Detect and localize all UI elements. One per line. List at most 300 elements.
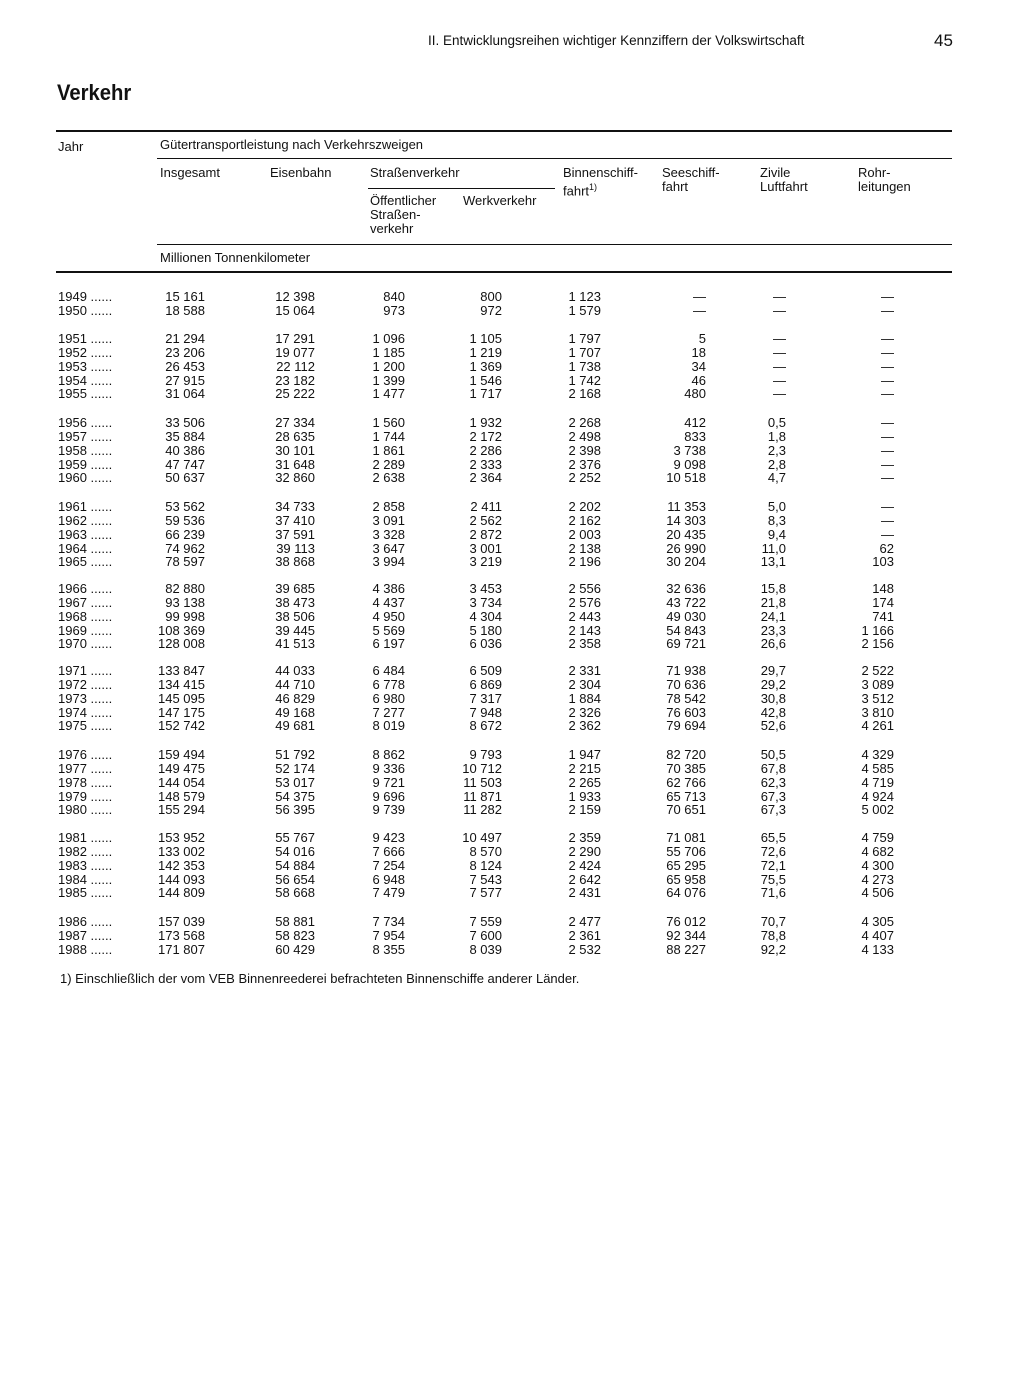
table-row xyxy=(0,528,1024,542)
cell-seeschifffahrt: 18 xyxy=(691,344,706,360)
cell-eisenbahn: 46 829 xyxy=(275,690,315,706)
cell-rohrleitungen: 3 089 xyxy=(861,676,894,692)
cell-seeschifffahrt: 43 722 xyxy=(666,594,706,610)
cell-oeffentlich: 6 197 xyxy=(372,636,405,652)
cell-eisenbahn: 54 016 xyxy=(275,843,315,859)
cell-werkverkehr: 8 570 xyxy=(469,843,502,859)
cell-luftfahrt: 1,8 xyxy=(767,428,786,444)
cell-insgesamt: 47 747 xyxy=(165,456,205,472)
table-row xyxy=(0,678,1024,692)
cell-year: 1966 ...... xyxy=(58,582,113,596)
cell-werkverkehr: 7 559 xyxy=(469,914,502,929)
cell-oeffentlich: 8 862 xyxy=(372,747,405,762)
table-row xyxy=(0,360,1024,374)
table-row xyxy=(0,346,1024,360)
cell-oeffentlich: 7 479 xyxy=(372,885,405,901)
cell-insgesamt: 59 536 xyxy=(165,512,205,528)
cell-seeschifffahrt: 82 720 xyxy=(666,747,706,762)
cell-luftfahrt: 78,8 xyxy=(760,927,786,943)
cell-year: 1952 ...... xyxy=(58,345,113,360)
cell-werkverkehr: 1 219 xyxy=(469,344,502,360)
cell-eisenbahn: 38 506 xyxy=(275,608,315,624)
cell-luftfahrt: 21,8 xyxy=(760,594,786,610)
cell-insgesamt: 159 494 xyxy=(158,747,205,762)
cell-year: 1961 ...... xyxy=(58,500,113,514)
header-bottom-rule xyxy=(56,271,952,273)
cell-oeffentlich: 1 185 xyxy=(372,344,405,360)
cell-seeschifffahrt: 69 721 xyxy=(666,636,706,652)
cell-rohrleitungen: — xyxy=(881,415,894,430)
cell-insgesamt: 93 138 xyxy=(165,594,205,610)
cell-oeffentlich: 1 200 xyxy=(372,358,405,374)
cell-binnenschifffahrt: 2 498 xyxy=(568,428,601,444)
cell-year: 1985 ...... xyxy=(58,886,113,901)
cell-werkverkehr: 11 282 xyxy=(463,802,502,818)
cell-luftfahrt: 42,8 xyxy=(760,704,786,720)
cell-oeffentlich: 6 778 xyxy=(372,676,405,692)
cell-year: 1968 ...... xyxy=(58,609,113,624)
cell-eisenbahn: 27 334 xyxy=(275,415,315,430)
col-header-rohrleitungen xyxy=(858,166,911,194)
cell-binnenschifffahrt: 2 143 xyxy=(568,622,601,638)
cell-insgesamt: 144 054 xyxy=(158,774,205,790)
cell-rohrleitungen: 148 xyxy=(872,581,894,596)
col-header-luft-line2: Luftfahrt xyxy=(760,179,808,194)
cell-year: 1972 ...... xyxy=(58,677,113,692)
cell-rohrleitungen: — xyxy=(881,456,894,472)
cell-seeschifffahrt: 70 385 xyxy=(666,760,706,776)
cell-year: 1982 ...... xyxy=(58,844,113,859)
cell-insgesamt: 148 579 xyxy=(158,788,205,804)
cell-oeffentlich: 7 254 xyxy=(372,857,405,873)
cell-year: 1971 ...... xyxy=(58,664,113,678)
table-row xyxy=(0,514,1024,528)
cell-oeffentlich: 9 696 xyxy=(372,788,405,804)
cell-luftfahrt: 52,6 xyxy=(760,718,786,734)
cell-werkverkehr: 2 333 xyxy=(469,456,502,472)
table-row xyxy=(0,444,1024,458)
cell-insgesamt: 142 353 xyxy=(158,857,205,873)
cell-luftfahrt: — xyxy=(773,302,786,318)
col-header-insgesamt: Insgesamt xyxy=(160,165,220,180)
cell-oeffentlich: 3 647 xyxy=(372,540,405,556)
cell-seeschifffahrt: 833 xyxy=(684,428,706,444)
cell-eisenbahn: 54 884 xyxy=(275,857,315,873)
cell-rohrleitungen: — xyxy=(881,358,894,374)
cell-rohrleitungen: 4 924 xyxy=(861,788,894,804)
cell-binnenschifffahrt: 2 162 xyxy=(568,512,601,528)
cell-year: 1986 ...... xyxy=(58,915,113,929)
cell-seeschifffahrt: 64 076 xyxy=(666,885,706,901)
cell-luftfahrt: 67,3 xyxy=(760,788,786,804)
cell-year: 1970 ...... xyxy=(58,637,113,652)
cell-seeschifffahrt: 78 542 xyxy=(666,690,706,706)
cell-year: 1962 ...... xyxy=(58,513,113,528)
cell-werkverkehr: 6 036 xyxy=(469,636,502,652)
col-header-binnenschifffahrt xyxy=(563,166,638,198)
col-header-seeschifffahrt xyxy=(662,166,720,194)
cell-binnenschifffahrt: 2 304 xyxy=(568,676,601,692)
cell-insgesamt: 149 475 xyxy=(158,760,205,776)
cell-insgesamt: 78 597 xyxy=(165,554,205,570)
cell-eisenbahn: 17 291 xyxy=(275,331,315,346)
cell-rohrleitungen: 4 300 xyxy=(861,857,894,873)
table-row xyxy=(0,831,1024,845)
col-header-oeffentlicher-strassenverkehr xyxy=(370,194,436,236)
cell-binnenschifffahrt: 2 159 xyxy=(568,802,601,818)
cell-seeschifffahrt: 88 227 xyxy=(666,941,706,957)
cell-rohrleitungen: 741 xyxy=(872,608,894,624)
cell-oeffentlich: 8 019 xyxy=(372,718,405,734)
cell-rohrleitungen: 4 759 xyxy=(861,830,894,845)
cell-binnenschifffahrt: 1 797 xyxy=(568,331,601,346)
cell-oeffentlich: 7 734 xyxy=(372,914,405,929)
cell-werkverkehr: 3 734 xyxy=(469,594,502,610)
cell-seeschifffahrt: 65 295 xyxy=(666,857,706,873)
cell-binnenschifffahrt: 2 361 xyxy=(568,927,601,943)
cell-binnenschifffahrt: 2 576 xyxy=(568,594,601,610)
cell-luftfahrt: — xyxy=(773,289,786,304)
cell-insgesamt: 152 742 xyxy=(158,718,205,734)
table-row xyxy=(0,471,1024,485)
cell-binnenschifffahrt: 2 642 xyxy=(568,871,601,887)
cell-insgesamt: 145 095 xyxy=(158,690,205,706)
cell-binnenschifffahrt: 2 202 xyxy=(568,499,601,514)
cell-oeffentlich: 7 277 xyxy=(372,704,405,720)
cell-rohrleitungen: 103 xyxy=(872,554,894,570)
cell-seeschifffahrt: 76 012 xyxy=(666,914,706,929)
cell-luftfahrt: 26,6 xyxy=(760,636,786,652)
cell-eisenbahn: 37 591 xyxy=(275,526,315,542)
cell-eisenbahn: 25 222 xyxy=(275,386,315,402)
cell-luftfahrt: 92,2 xyxy=(760,941,786,957)
cell-luftfahrt: — xyxy=(773,386,786,402)
cell-binnenschifffahrt: 2 398 xyxy=(568,442,601,458)
cell-rohrleitungen: 4 407 xyxy=(861,927,894,943)
table-row xyxy=(0,637,1024,651)
cell-binnenschifffahrt: 2 138 xyxy=(568,540,601,556)
cell-werkverkehr: 7 543 xyxy=(469,871,502,887)
cell-binnenschifffahrt: 2 477 xyxy=(568,914,601,929)
cell-insgesamt: 144 093 xyxy=(158,871,205,887)
table-row xyxy=(0,886,1024,900)
table-row xyxy=(0,458,1024,472)
cell-luftfahrt: 50,5 xyxy=(760,747,786,762)
cell-eisenbahn: 58 823 xyxy=(275,927,315,943)
cell-rohrleitungen: — xyxy=(881,442,894,458)
table-row xyxy=(0,304,1024,318)
cell-oeffentlich: 2 289 xyxy=(372,456,405,472)
cell-year: 1959 ...... xyxy=(58,457,113,472)
cell-insgesamt: 21 294 xyxy=(165,331,205,346)
cell-werkverkehr: 8 672 xyxy=(469,718,502,734)
cell-insgesamt: 82 880 xyxy=(165,581,205,596)
cell-oeffentlich: 3 091 xyxy=(372,512,405,528)
cell-eisenbahn: 15 064 xyxy=(275,302,315,318)
cell-eisenbahn: 56 654 xyxy=(275,871,315,887)
cell-werkverkehr: 3 219 xyxy=(469,554,502,570)
cell-seeschifffahrt: 79 694 xyxy=(666,718,706,734)
col-header-see-line2: fahrt xyxy=(662,179,689,194)
cell-oeffentlich: 4 950 xyxy=(372,608,405,624)
cell-oeffentlich: 9 739 xyxy=(372,802,405,818)
cell-luftfahrt: 15,8 xyxy=(760,581,786,596)
cell-insgesamt: 153 952 xyxy=(158,830,205,845)
table-row xyxy=(0,859,1024,873)
table-row xyxy=(0,542,1024,556)
cell-werkverkehr: 11 503 xyxy=(463,774,502,790)
cell-eisenbahn: 19 077 xyxy=(275,344,315,360)
cell-year: 1983 ...... xyxy=(58,858,113,873)
cell-luftfahrt: 30,8 xyxy=(760,690,786,706)
cell-werkverkehr: 2 411 xyxy=(470,499,502,514)
cell-rohrleitungen: 4 261 xyxy=(861,718,894,734)
cell-oeffentlich: 7 666 xyxy=(372,843,405,859)
table-row xyxy=(0,776,1024,790)
cell-rohrleitungen: — xyxy=(881,344,894,360)
cell-werkverkehr: 10 712 xyxy=(462,760,502,776)
page-number: 45 xyxy=(934,31,953,50)
table-row xyxy=(0,582,1024,596)
col-header-strassenverkehr: Straßenverkehr xyxy=(370,165,460,180)
cell-seeschifffahrt: 30 204 xyxy=(666,554,706,570)
cell-binnenschifffahrt: 1 123 xyxy=(568,289,601,304)
col-header-jahr: Jahr xyxy=(58,139,84,154)
cell-luftfahrt: 29,7 xyxy=(760,663,786,678)
cell-luftfahrt: 0,5 xyxy=(767,415,786,430)
cell-eisenbahn: 38 868 xyxy=(275,554,315,570)
cell-binnenschifffahrt: 2 331 xyxy=(568,663,601,678)
cell-seeschifffahrt: 70 636 xyxy=(666,676,706,692)
cell-rohrleitungen: 2 156 xyxy=(861,636,894,652)
cell-rohrleitungen: 5 002 xyxy=(861,802,894,818)
cell-eisenbahn: 12 398 xyxy=(275,289,315,304)
cell-werkverkehr: 1 546 xyxy=(469,372,502,388)
cell-luftfahrt: 9,4 xyxy=(767,526,786,542)
cell-eisenbahn: 55 767 xyxy=(275,830,315,845)
col-header-rohr-line2: leitungen xyxy=(858,179,911,194)
cell-werkverkehr: 7 600 xyxy=(469,927,502,943)
cell-binnenschifffahrt: 2 358 xyxy=(568,636,601,652)
cell-rohrleitungen: 4 719 xyxy=(861,774,894,790)
cell-insgesamt: 147 175 xyxy=(158,704,205,720)
cell-oeffentlich: 3 328 xyxy=(372,526,405,542)
table-row xyxy=(0,416,1024,430)
cell-binnenschifffahrt: 2 290 xyxy=(568,843,601,859)
cell-rohrleitungen: 4 329 xyxy=(861,747,894,762)
cell-eisenbahn: 39 445 xyxy=(275,622,315,638)
cell-seeschifffahrt: 65 713 xyxy=(666,788,706,804)
cell-seeschifffahrt: 55 706 xyxy=(666,843,706,859)
cell-year: 1951 ...... xyxy=(58,332,113,346)
cell-werkverkehr: 1 369 xyxy=(469,358,502,374)
cell-year: 1988 ...... xyxy=(58,942,113,957)
cell-binnenschifffahrt: 1 884 xyxy=(568,690,601,706)
cell-luftfahrt: 75,5 xyxy=(760,871,786,887)
cell-year: 1950 ...... xyxy=(58,303,113,318)
table-row xyxy=(0,555,1024,569)
cell-werkverkehr: 7 948 xyxy=(469,704,502,720)
cell-insgesamt: 15 161 xyxy=(165,289,205,304)
cell-binnenschifffahrt: 1 707 xyxy=(568,344,601,360)
cell-werkverkehr: 972 xyxy=(480,302,502,318)
cell-rohrleitungen: 62 xyxy=(879,540,894,556)
cell-rohrleitungen: 3 810 xyxy=(861,704,894,720)
cell-oeffentlich: 840 xyxy=(383,289,405,304)
cell-eisenbahn: 53 017 xyxy=(275,774,315,790)
table-row xyxy=(0,803,1024,817)
cell-year: 1980 ...... xyxy=(58,803,113,818)
col-header-binnen-line2: fahrt xyxy=(563,183,590,199)
cell-rohrleitungen: — xyxy=(881,428,894,444)
cell-luftfahrt: 71,6 xyxy=(760,885,786,901)
cell-year: 1975 ...... xyxy=(58,719,113,734)
cell-oeffentlich: 6 980 xyxy=(372,690,405,706)
cell-luftfahrt: 5,0 xyxy=(767,499,786,514)
cell-rohrleitungen: 4 682 xyxy=(861,843,894,859)
cell-werkverkehr: 1 932 xyxy=(469,415,502,430)
cell-eisenbahn: 49 681 xyxy=(275,718,315,734)
cell-luftfahrt: — xyxy=(773,358,786,374)
table-row xyxy=(0,915,1024,929)
cell-year: 1958 ...... xyxy=(58,443,113,458)
cell-insgesamt: 134 415 xyxy=(158,676,205,692)
cell-rohrleitungen: 4 506 xyxy=(861,885,894,901)
cell-year: 1974 ...... xyxy=(58,705,113,720)
cell-eisenbahn: 34 733 xyxy=(275,499,315,514)
cell-seeschifffahrt: 10 518 xyxy=(666,470,706,486)
cell-seeschifffahrt: 62 766 xyxy=(666,774,706,790)
cell-eisenbahn: 44 710 xyxy=(275,676,315,692)
cell-oeffentlich: 8 355 xyxy=(372,941,405,957)
cell-werkverkehr: 2 172 xyxy=(469,428,502,444)
cell-rohrleitungen: — xyxy=(881,470,894,486)
cell-seeschifffahrt: 76 603 xyxy=(666,704,706,720)
cell-insgesamt: 40 386 xyxy=(165,442,205,458)
cell-eisenbahn: 41 513 xyxy=(275,636,315,652)
cell-luftfahrt: 67,8 xyxy=(760,760,786,776)
cell-oeffentlich: 4 437 xyxy=(372,594,405,610)
cell-oeffentlich: 2 858 xyxy=(372,499,405,514)
cell-insgesamt: 35 884 xyxy=(165,428,205,444)
cell-oeffentlich: 5 569 xyxy=(372,622,405,638)
table-row xyxy=(0,845,1024,859)
cell-seeschifffahrt: 70 651 xyxy=(666,802,706,818)
cell-eisenbahn: 38 473 xyxy=(275,594,315,610)
cell-seeschifffahrt: 71 938 xyxy=(666,663,706,678)
cell-insgesamt: 27 915 xyxy=(165,372,205,388)
cell-seeschifffahrt: 65 958 xyxy=(666,871,706,887)
cell-luftfahrt: 4,7 xyxy=(767,470,786,486)
cell-binnenschifffahrt: 2 431 xyxy=(568,885,601,901)
cell-seeschifffahrt: 71 081 xyxy=(666,830,706,845)
cell-seeschifffahrt: 11 353 xyxy=(667,499,706,514)
cell-binnenschifffahrt: 1 738 xyxy=(568,358,601,374)
cell-oeffentlich: 1 399 xyxy=(372,372,405,388)
cell-insgesamt: 53 562 xyxy=(165,499,205,514)
cell-binnenschifffahrt: 2 265 xyxy=(568,774,601,790)
cell-eisenbahn: 37 410 xyxy=(275,512,315,528)
cell-binnenschifffahrt: 2 362 xyxy=(568,718,601,734)
col-header-rohr-line1: Rohr- xyxy=(858,165,891,180)
cell-seeschifffahrt: 3 738 xyxy=(673,442,706,458)
table-row xyxy=(0,596,1024,610)
col-header-oeffentlicher-line3: verkehr xyxy=(370,221,414,236)
cell-oeffentlich: 1 861 xyxy=(372,442,405,458)
cell-year: 1977 ...... xyxy=(58,761,113,776)
cell-rohrleitungen: 4 133 xyxy=(861,941,894,957)
cell-luftfahrt: 23,3 xyxy=(760,622,786,638)
cell-eisenbahn: 23 182 xyxy=(275,372,315,388)
table-row xyxy=(0,430,1024,444)
cell-binnenschifffahrt: 2 168 xyxy=(568,386,601,402)
cell-luftfahrt: 8,3 xyxy=(767,512,786,528)
unit-rule xyxy=(157,244,952,245)
strassen-subrule xyxy=(368,188,555,189)
cell-year: 1956 ...... xyxy=(58,416,113,430)
cell-eisenbahn: 58 881 xyxy=(275,914,315,929)
cell-eisenbahn: 44 033 xyxy=(275,663,315,678)
cell-insgesamt: 50 637 xyxy=(165,470,205,486)
cell-binnenschifffahrt: 1 742 xyxy=(568,372,601,388)
cell-year: 1976 ...... xyxy=(58,748,113,762)
cell-year: 1979 ...... xyxy=(58,789,113,804)
cell-oeffentlich: 9 423 xyxy=(372,830,405,845)
cell-luftfahrt: 72,1 xyxy=(760,857,786,873)
cell-binnenschifffahrt: 2 556 xyxy=(568,581,601,596)
cell-eisenbahn: 60 429 xyxy=(275,941,315,957)
cell-insgesamt: 74 962 xyxy=(165,540,205,556)
col-header-luft-line1: Zivile xyxy=(760,165,791,180)
cell-luftfahrt: 29,2 xyxy=(760,676,786,692)
table-row xyxy=(0,692,1024,706)
cell-insgesamt: 157 039 xyxy=(158,914,205,929)
footnote-marker: 1) xyxy=(589,182,598,192)
cell-werkverkehr: 800 xyxy=(480,289,502,304)
table-top-rule xyxy=(56,130,952,132)
cell-year: 1965 ...... xyxy=(58,555,113,570)
cell-rohrleitungen: — xyxy=(881,386,894,402)
cell-werkverkehr: 8 124 xyxy=(469,857,502,873)
cell-oeffentlich: 1 744 xyxy=(372,428,405,444)
table-row xyxy=(0,500,1024,514)
cell-oeffentlich: 973 xyxy=(383,302,405,318)
cell-luftfahrt: 65,5 xyxy=(760,830,786,845)
cell-oeffentlich: 1 096 xyxy=(372,331,405,346)
col-header-see-line1: Seeschiff- xyxy=(662,165,720,180)
cell-werkverkehr: 2 562 xyxy=(469,512,502,528)
cell-rohrleitungen: — xyxy=(881,526,894,542)
cell-luftfahrt: 70,7 xyxy=(760,914,786,929)
cell-year: 1984 ...... xyxy=(58,872,113,887)
cell-luftfahrt: — xyxy=(773,372,786,388)
cell-luftfahrt: 2,3 xyxy=(767,442,786,458)
cell-werkverkehr: 7 317 xyxy=(469,690,502,706)
cell-year: 1973 ...... xyxy=(58,691,113,706)
cell-luftfahrt: 24,1 xyxy=(760,608,786,624)
cell-werkverkehr: 3 001 xyxy=(469,540,502,556)
cell-year: 1978 ...... xyxy=(58,775,113,790)
cell-binnenschifffahrt: 2 252 xyxy=(568,470,601,486)
table-row xyxy=(0,762,1024,776)
cell-luftfahrt: 72,6 xyxy=(760,843,786,859)
table-row xyxy=(0,387,1024,401)
cell-eisenbahn: 39 113 xyxy=(276,540,315,556)
cell-eisenbahn: 51 792 xyxy=(275,747,315,762)
cell-rohrleitungen: — xyxy=(881,372,894,388)
table-row xyxy=(0,290,1024,304)
cell-insgesamt: 108 369 xyxy=(158,622,205,638)
